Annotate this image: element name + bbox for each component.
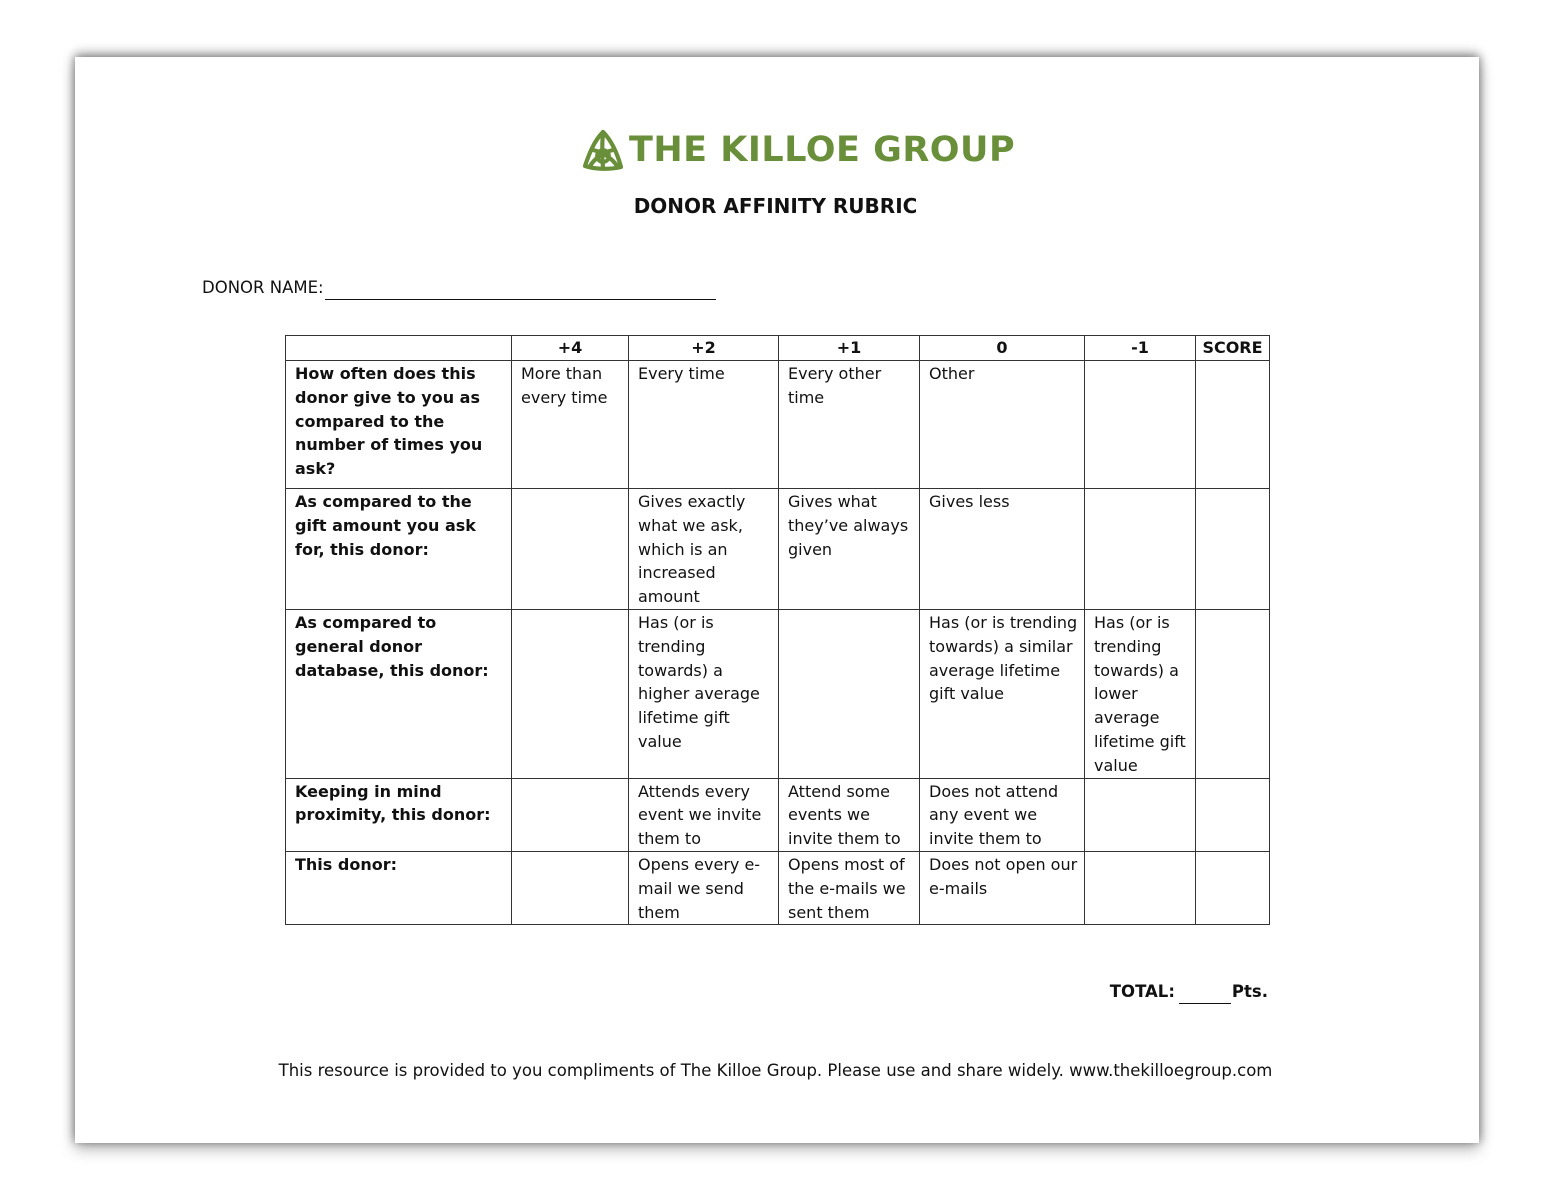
donor-name-label: DONOR NAME: xyxy=(202,278,324,297)
rubric-cell: Every time xyxy=(629,361,779,489)
rubric-table xyxy=(285,335,1270,925)
rubric-cell xyxy=(779,609,920,778)
rubric-cell xyxy=(512,851,629,924)
score-cell[interactable] xyxy=(1196,609,1270,778)
donor-name-field xyxy=(202,276,716,300)
rubric-row-frequency xyxy=(286,361,1270,489)
total-field xyxy=(1110,980,1268,1004)
triquetra-knot-icon xyxy=(580,128,626,172)
header-minus-1: -1 xyxy=(1085,336,1196,361)
donor-name-blank[interactable] xyxy=(325,279,716,300)
rubric-header-row xyxy=(286,336,1270,361)
question-cell: How often does this donor give to you as compared to the number of times you ask? xyxy=(286,361,512,489)
document-title: DONOR AFFINITY RUBRIC xyxy=(633,194,918,218)
header-score: SCORE xyxy=(1196,336,1270,361)
rubric-cell xyxy=(1085,778,1196,851)
rubric-cell xyxy=(512,778,629,851)
rubric-cell: Gives exactly what we ask, which is an increased amount xyxy=(629,489,779,610)
rubric-cell: Has (or is trending towards) a similar average lifetime gift value xyxy=(920,609,1085,778)
rubric-cell xyxy=(1085,851,1196,924)
rubric-cell: Gives what they’ve always given xyxy=(779,489,920,610)
rubric-row-email xyxy=(286,851,1270,924)
total-label: TOTAL: xyxy=(1109,982,1175,1001)
total-unit: Pts. xyxy=(1231,982,1268,1001)
rubric-cell: Has (or is trending towards) a higher average lifetime gift value xyxy=(629,609,779,778)
rubric-cell: Has (or is trending towards) a lower average lifetime gift value xyxy=(1085,609,1196,778)
rubric-row-gift-amount xyxy=(286,489,1270,610)
rubric-row-proximity xyxy=(286,778,1270,851)
header-zero: 0 xyxy=(920,336,1085,361)
brand-logo xyxy=(580,126,1015,174)
score-cell[interactable] xyxy=(1196,851,1270,924)
rubric-cell xyxy=(1085,489,1196,610)
score-cell[interactable] xyxy=(1196,778,1270,851)
header-blank xyxy=(286,336,512,361)
question-cell: As compared to general donor database, this donor: xyxy=(286,609,512,778)
rubric-cell: Does not open our e-mails xyxy=(920,851,1085,924)
rubric-cell: Gives less xyxy=(920,489,1085,610)
rubric-cell: Every other time xyxy=(779,361,920,489)
rubric-cell xyxy=(1085,361,1196,489)
rubric-cell: Other xyxy=(920,361,1085,489)
rubric-cell xyxy=(512,489,629,610)
rubric-row-lifetime-value xyxy=(286,609,1270,778)
footer-note: This resource is provided to you compliments of The Killoe Group. Please use and share widely. www.thekilloegroup.com xyxy=(278,1061,1273,1080)
rubric-cell: Opens most of the e-mails we sent them xyxy=(779,851,920,924)
rubric-cell: Does not attend any event we invite them to xyxy=(920,778,1085,851)
rubric-cell: Attend some events we invite them to xyxy=(779,778,920,851)
total-blank[interactable] xyxy=(1179,985,1231,1004)
question-cell: Keeping in mind proximity, this donor: xyxy=(286,778,512,851)
rubric-cell: Attends every event we invite them to xyxy=(629,778,779,851)
question-cell: This donor: xyxy=(286,851,512,924)
rubric-cell: Opens every e-mail we send them xyxy=(629,851,779,924)
rubric-cell xyxy=(512,609,629,778)
header-plus-2: +2 xyxy=(629,336,779,361)
brand-name: THE KILLOE GROUP xyxy=(629,129,1016,170)
header-plus-4: +4 xyxy=(512,336,629,361)
score-cell[interactable] xyxy=(1196,361,1270,489)
score-cell[interactable] xyxy=(1196,489,1270,610)
rubric-cell: More than every time xyxy=(512,361,629,489)
question-cell: As compared to the gift amount you ask for, this donor: xyxy=(286,489,512,610)
header-plus-1: +1 xyxy=(779,336,920,361)
